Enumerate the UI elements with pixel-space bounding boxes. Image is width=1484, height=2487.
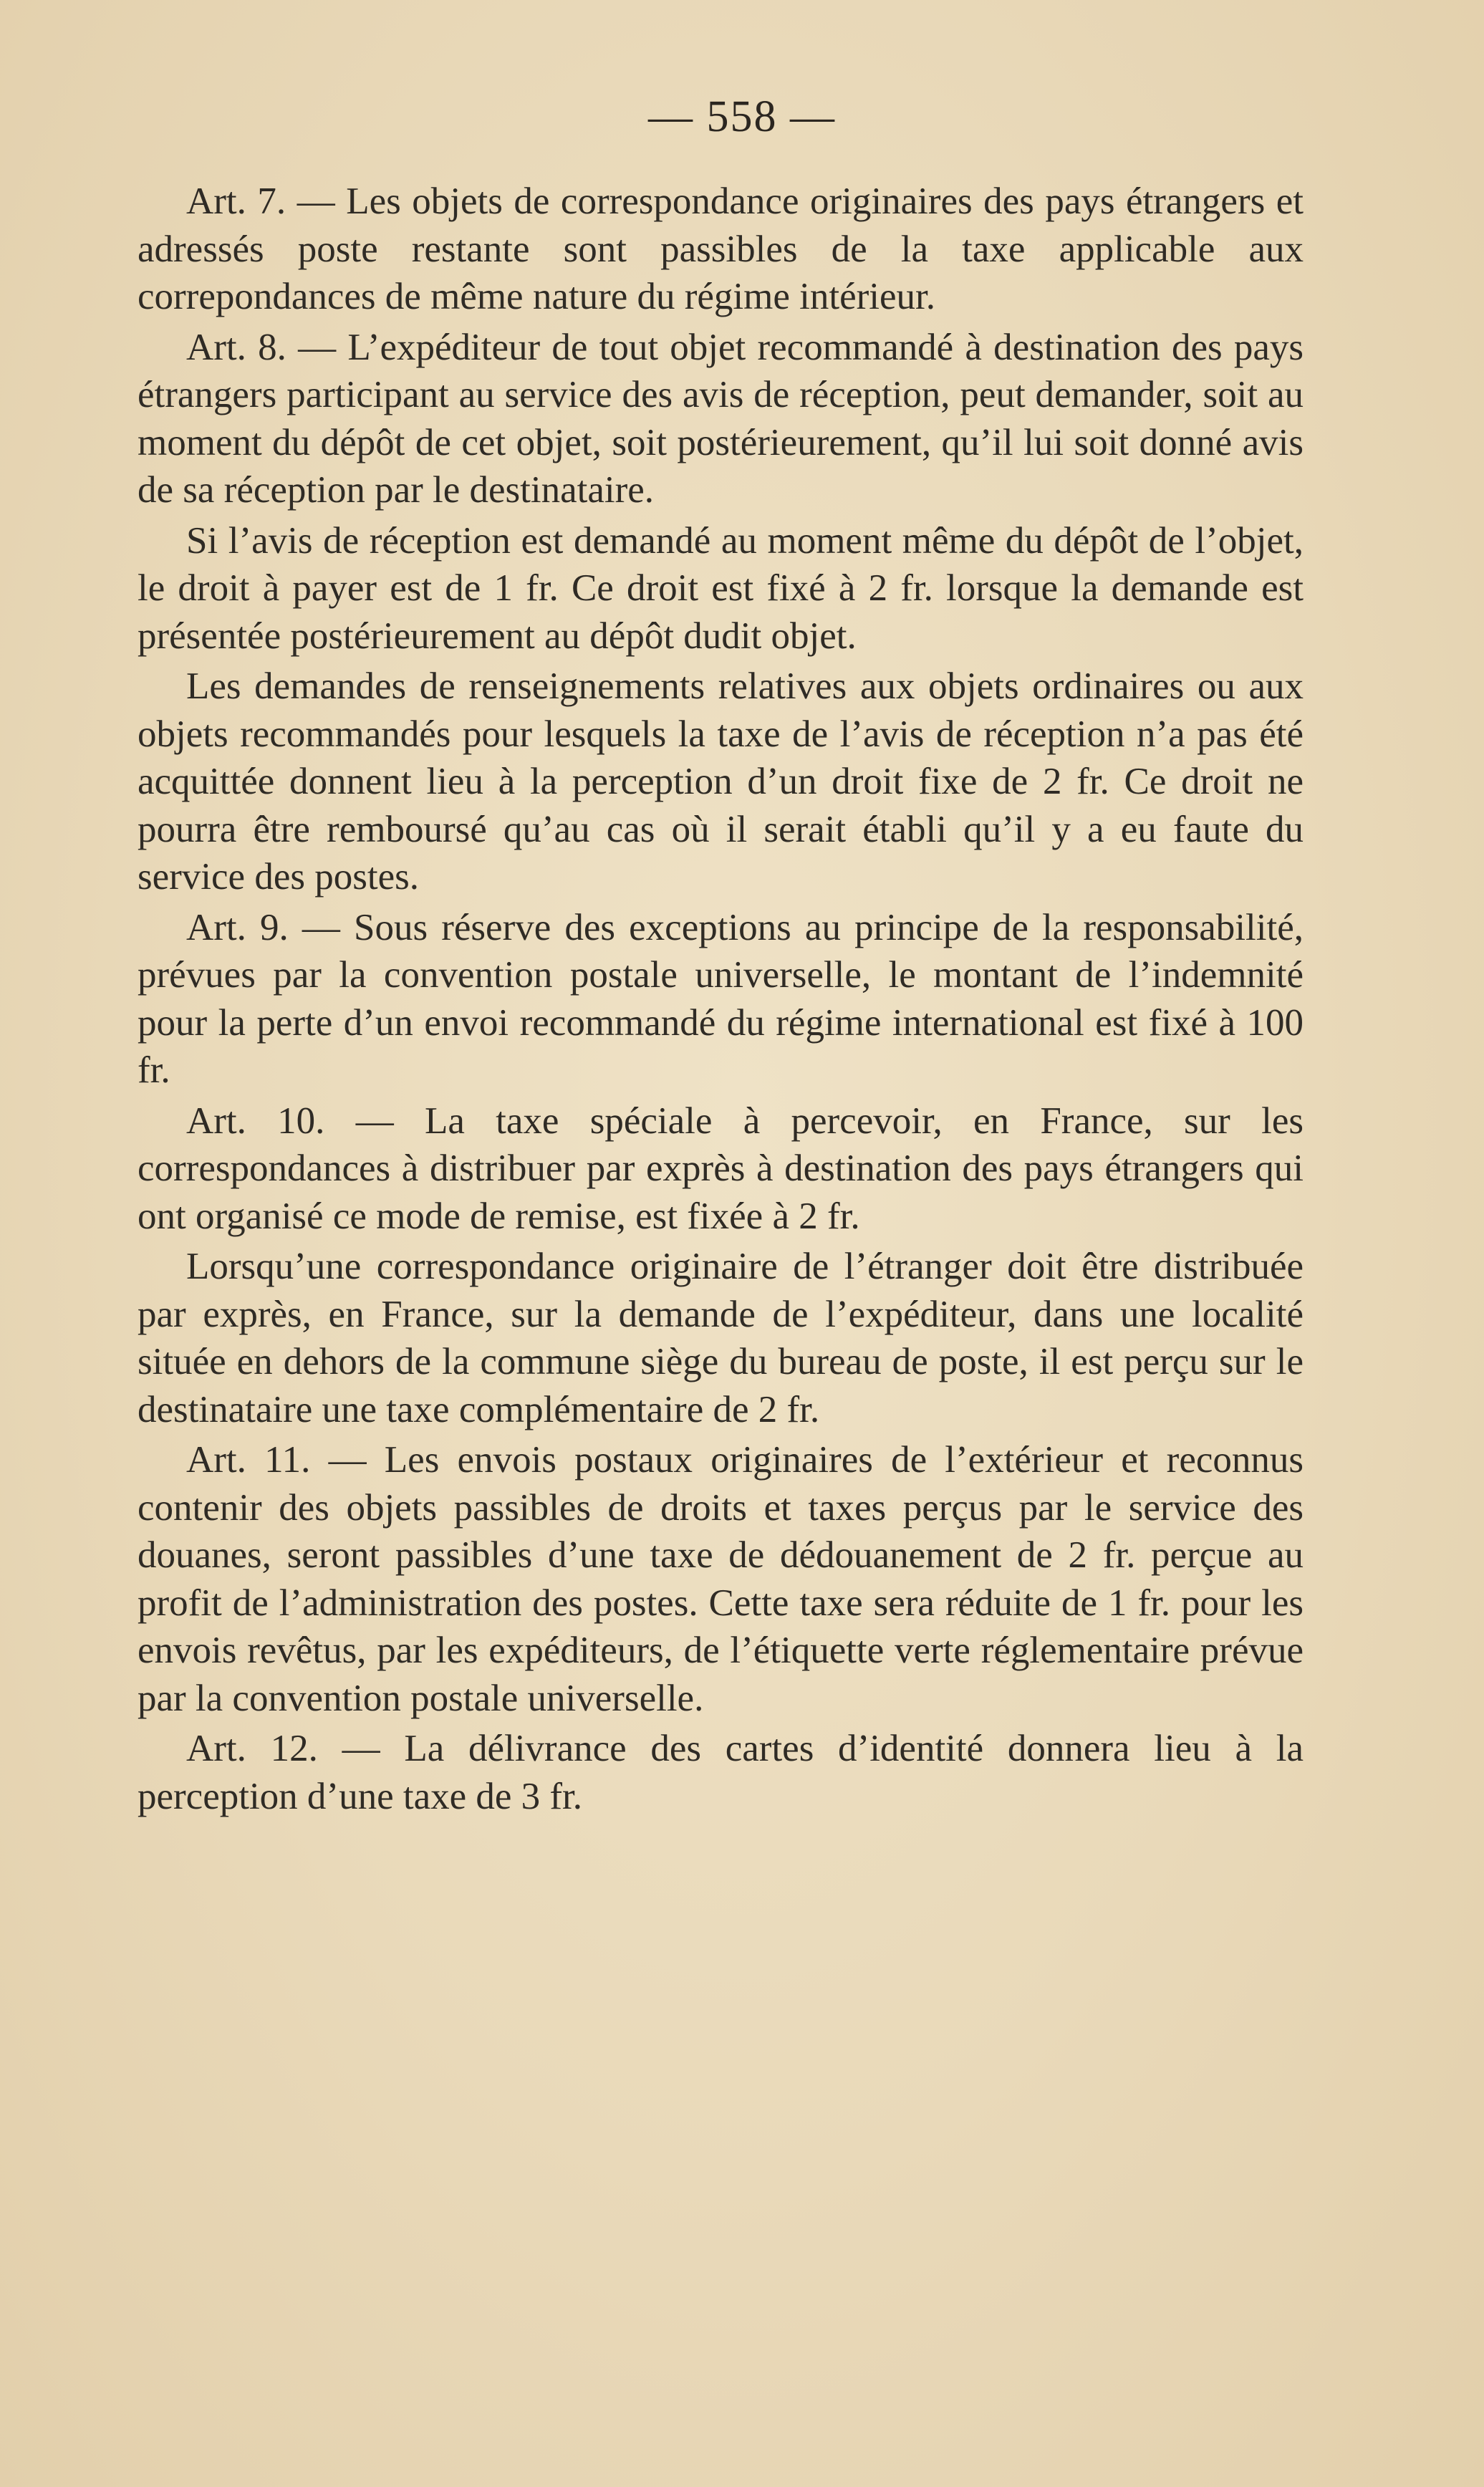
paragraph-art-9: Art. 9. — Sous réserve des exceptions au principe de la responsabilité, prévues par la convention postale universelle, le montant de l’indemnité pour la perte d’un envoi recommandé du régime international est fixé à 100 fr. [138, 906, 1304, 1091]
paragraph-art-10: Art. 10. — La taxe spéciale à percevoir, en France, sur les correspondances à distribuer par exprès à destination des pays étrangers qui ont organisé ce mode de remise, est fixée à 2 fr. [138, 1100, 1304, 1237]
paragraph-art-7: Art. 7. — Les objets de correspondance originaires des pays étrangers et adressés poste restante sont passibles de la taxe applicable aux correpondances de même nature du régime intérieur. [138, 181, 1304, 317]
body-text [138, 178, 1304, 1820]
paragraph-expres-etranger: Lorsqu’une correspondance originaire de l’étranger doit être distribuée par exprès, en France, sur la demande de l’expéditeur, dans une localité située en dehors de la commune siège du bureau de poste, il est perçu sur le destinataire une taxe complémentaire de 2 fr. [138, 1246, 1304, 1430]
paragraph-avis-reception: Si l’avis de réception est demandé au moment même du dépôt de l’objet, le droit à payer est de 1 fr. Ce droit est fixé à 2 fr. lorsque la demande est présentée postérieurement au dépôt dudit objet. [138, 519, 1304, 657]
paragraph-art-8: Art. 8. — L’expéditeur de tout objet recommandé à destination des pays étrangers participant au service des avis de réception, peut demander, soit au moment du dépôt de cet objet, soit postérieurement, qu’il lui soit donné avis de sa réception par le destinataire. [138, 326, 1304, 511]
page-number: — 558 — [648, 92, 836, 141]
paragraph-demandes-renseignements: Les demandes de renseignements relatives aux objets ordinaires ou aux objets recommandés pour lesquels la taxe de l’avis de réception n’a pas été acquittée donnent lieu à la perception d’un droit fixe de 2 fr. Ce droit ne pourra être remboursé qu’au cas où il serait établi qu’il y a eu faute du service des postes. [138, 665, 1304, 898]
paragraph-art-12: Art. 12. — La délivrance des cartes d’identité donnera lieu à la perception d’une taxe de 3 fr. [138, 1728, 1304, 1817]
paragraph-art-11: Art. 11. — Les envois postaux originaires de l’extérieur et reconnus contenir des objets passibles de droits et taxes perçus par le service des douanes, seront passibles d’une taxe de dédouanement de 2 fr. perçue au profit de l’administration des postes. Cette taxe sera réduite de 1 fr. pour les envois revêtus, par les expéditeurs, de l’étiquette verte réglementaire prévue par la convention postale universelle. [138, 1439, 1304, 1719]
